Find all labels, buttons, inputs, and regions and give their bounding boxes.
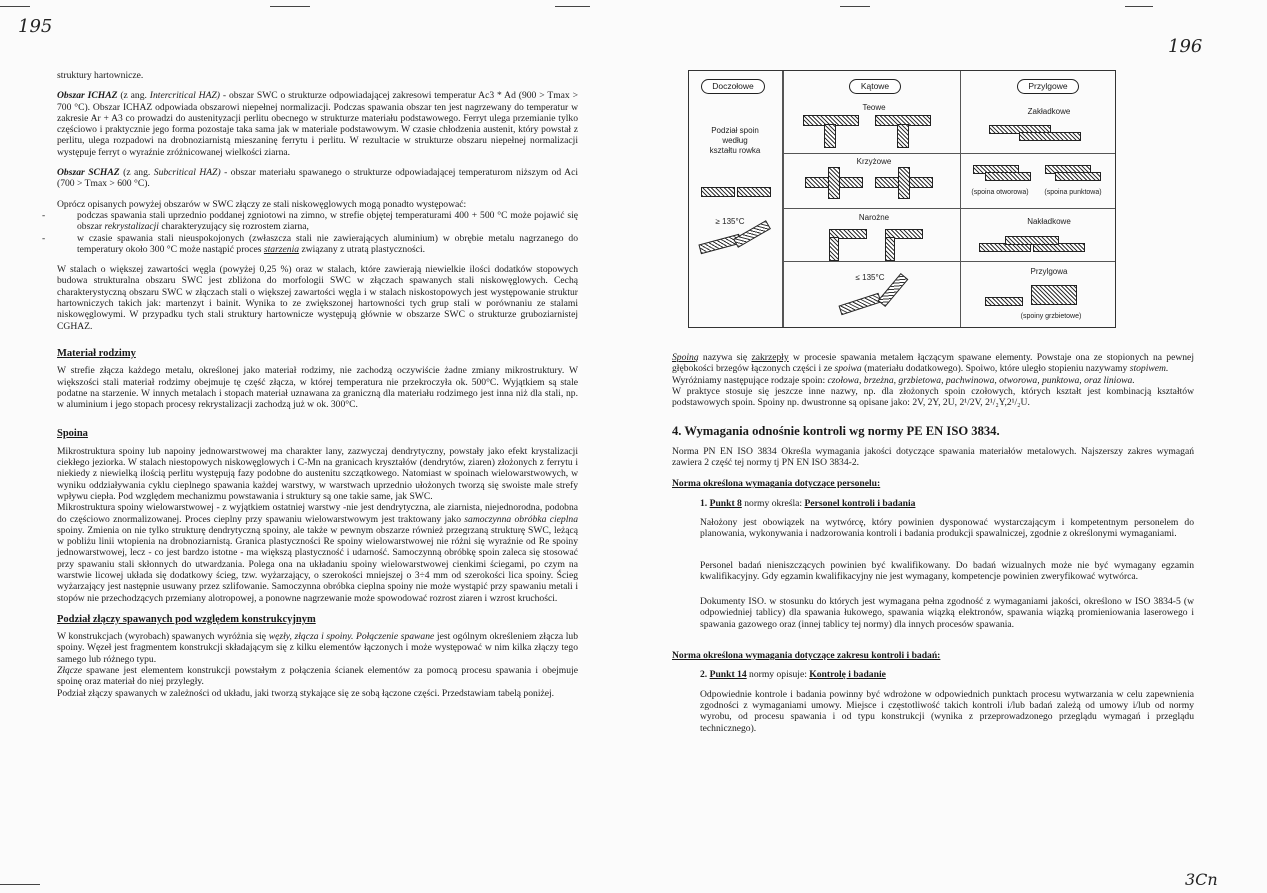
- weld-plate: [829, 237, 839, 261]
- scan-artifact: [270, 6, 310, 7]
- weld-plate: [885, 237, 895, 261]
- weld-plate: [1031, 285, 1077, 305]
- scan-artifact: [0, 884, 40, 885]
- list-item: - w czasie spawania stali nieuspokojonych (zwłaszcza stali nie zawierających aluminium) w obrębie metalu nagrzanego do temperatury około 300 °C może nastąpić proces starzenia związany z utratą plastyczności.: [42, 232, 578, 255]
- punkt-14-line: 2. Punkt 14 normy opisuje: Kontrolę i badanie: [700, 669, 886, 681]
- definition-paragraph: Spoiną nazywa się zakrzepły w procesie spawania metalem łączącym spawane elementy. Powstaje ona ze stopionych na pewnej głębokości brzegów łączonych części i ze spoiwa (materiału dodatkowego). Spoiwo, które uległo stopieniu nazywamy stopiwem.: [672, 352, 1194, 375]
- section-heading: Spoina: [57, 428, 88, 440]
- weld-plate: [828, 167, 840, 199]
- types-paragraph: Wyróżniamy następujące rodzaje spoin: czołowa, brzeżna, grzbietowa, pachwinowa, otworowa, punktowa, oraz liniowa.: [672, 374, 1135, 386]
- weld-plate: [897, 124, 909, 148]
- weld-plate: [737, 187, 771, 197]
- side-label: Podział spoin: [711, 126, 759, 135]
- header-przylgowe: Przylgowe: [1017, 79, 1079, 94]
- schaz-paragraph: Obszar SCHAZ (z ang. Subcritical HAZ) - obszar materiału spawanego o strukturze odpowiadającej temperaturom niższym od Aci (700 > Tmax > 600 °C).: [57, 167, 578, 190]
- weld-plate: [985, 297, 1023, 306]
- punkt-8-paragraph: Personel badań nieniszczących powinien być kwalifikowany. Do badań wizualnych może nie być wymagany egzamin kwalifikacyjny. Gdy egzamin kwalifikacyjny nie jest wymagany, kompetencje powinien zweryfikować wytwórca.: [700, 559, 1194, 582]
- page-number-left: 195: [18, 16, 53, 37]
- section-title: 4. Wymagania odnośnie kontroli wg normy PE EN ISO 3834.: [672, 424, 1000, 439]
- punkt-8-paragraph: Dokumenty ISO. w stosunku do których jest wymagana pełna zgodność z wymaganiami jakości, określono w ISO 3834-5 (w odpowiedniej tablicy) dla spawania łukowego, spawania wiązką elektronów, spawania wiązką promieniowania laserowego i spawania gazowego oraz (innej tablicy tej normy) dla innych procesów spawania.: [700, 596, 1194, 630]
- scan-artifact: [555, 6, 590, 7]
- weld-plate: [701, 187, 735, 197]
- header-katowe: Kątowe: [849, 79, 901, 94]
- punkt-14-paragraph: Odpowiednie kontrole i badania powinny być wdrożone w odpowiednich punktach procesu wytwarzania w celu zapewnienia zgodności z wymaganiami umowy. Miejsce i częstotliwość takich kontroli i/lub badań zależą od umowy i/lub od normy wyrobu, od procesu spawania i od typu konstrukcji (wynika z przeprowadzonego przeglądu wymagań i przeglądu technicznego).: [700, 688, 1194, 734]
- right-column: [672, 352, 1194, 734]
- intro-text: struktury hartownicze.: [57, 70, 144, 81]
- diagram-cell: [689, 71, 783, 327]
- podzial-paragraph: Złącze spawane jest elementem konstrukcji powstałym z połączenia ścianek elementów za pomocą procesu spawania i obejmuje spoinę oraz materiał do niej przyległy.: [57, 665, 578, 688]
- scan-artifact: [1125, 6, 1153, 7]
- joint-types-diagram: [688, 70, 1116, 328]
- zakres-heading: Norma określona wymagania dotyczące zakresu kontroli i badań:: [672, 650, 941, 662]
- weld-plate: [985, 172, 1031, 181]
- carbon-paragraph: W stalach o większej zawartości węgla (powyżej 0,25 %) oraz w stalach, które zawierają niewielkie ilości dodatków stopowych budowa strukturalna obszaru SWC jest zbliżona do morfologii SWC w złączach spawanych stali niskowęglowych. Cechą charakterystyczną obszaru SWC w złączach stali o większej zawartości węgla i w stalach niskostopowych jest występowanie struktur hartowniczych takich jak: martenzyt i bainit. Wynika to ze zwiększonej hartowności tych grup stali w porównaniu ze stalami niskowęglowymi. W przypadku tych stali struktury hartownicze występują głównie w obszarze SWC o strukturze gruboziarnistej CGHAZ.: [57, 264, 578, 332]
- label-angle-1: ≥ 135°C: [715, 217, 745, 226]
- label-naroze: Narożne: [858, 213, 890, 222]
- ichaz-paragraph: Obszar ICHAZ (z ang. Intercritical HAZ) - obszar SWC o strukturze odpowiadającej zakresowi temperatur Ac3 * Ad (900 > Tmax > 700 °C). Obszar ICHAZ odpowiada obszarowi niepełnej normalizacji. Podczas spawania obszar ten jest nagrzewany do temperatur w zakresie Ar + A3 co prowadzi do austenityzacji perlitu obecnego w strukturze materiału podstawowego. Ferryt ulega przemianie tylko częściowo i praktycznie jego forma pozostaje taka sama jak w materiale podstawowym. W czasie chłodzenia austenit, który powstał z perlitu, ulega rozpadowi na drobnoziarnistą mieszaninę ferrytu i perlitu. W rezultacie w strukturze obszaru niepełnej normalizacji występuje ferryt o wyraźnie zróżnicowanej wielkości ziarna.: [57, 90, 579, 158]
- label-punktowa: (spoina punktowa): [1044, 189, 1102, 196]
- section-heading: Materiał rodzimy: [57, 347, 136, 359]
- spoina-paragraph: Mikrostruktura spoiny lub napoiny jednowarstwowej ma charakter lany, zazwyczaj dendrytyczny, powstały jako efekt krystalizacji ciekłego jeziorka. W stalach niestopowych niskowęglowych i C-Mn na granicach kryształów (dendrytów, ziaren) złożonych z ferrytu i niekiedy z niewielką ilością perlitu występują fazy podobne do austenitu szczątkowego. Natomiast w spoinach wielowarstwowych, w wyniku oddziaływania cyklu cieplnego spawania każdej warstwy, w warstwach uprzednio ułożonych tworzą się swoiste male strefy wpływu ciepła. Pod względem mechanizmu powstawania i struktury są one takie same, jak SWC.: [57, 445, 578, 502]
- label-przylgowa: Przylgowa: [1030, 267, 1068, 276]
- weld-plate: [1019, 132, 1081, 141]
- page-number-bottom: 3Cn: [1185, 870, 1218, 889]
- side-label: według: [722, 136, 748, 145]
- norma-intro: Norma PN EN ISO 3834 Określa wymagania jakości dotyczące spawania materiałów metalowych. Najszerszy zakres wymagań zawiera 2 część tej normy tj PN EN ISO 3834-2.: [672, 445, 1194, 469]
- weld-plate: [898, 167, 910, 199]
- label-krzyzowe: Krzyżowe: [856, 157, 892, 166]
- side-label: kształtu rowka: [709, 146, 761, 155]
- weld-plate: [824, 124, 836, 148]
- practice-paragraph: W praktyce stosuje się jeszcze inne nazwy, np. dla złożonych spoin czołowych, których kształt jest kombinacją kształtów podstawowych spoin. Spoiny np. dwustronne są opisane jako: 2V, 2Y, 2U, 2¹/2V, 2¹/₂Y,2¹/₂U.: [672, 385, 1194, 409]
- header-doczolowe: Doczołowe: [701, 79, 765, 94]
- material-paragraph: W strefie złącza każdego metalu, określonej jako materiał rodzimy, nie zachodzą oczywiście żadne zmiany mikrostruktury. W większości stali materiał rodzimy obejmuje tę część złącza, w której temperatura nie przekroczyła ok. 500°C. Wyjątkiem są stale podatne na starzenie. W innych metalach i stopach materiał uznawana za graniczną dla materiału rodzimego jest inna niż dla stali, np. w aluminium i jego stopach procesy rekrystalizacji zachodzą już w ok. 300°C.: [57, 365, 578, 411]
- punkt-8-paragraph: Nałożony jest obowiązek na wytwórcę, który powinien dysponować wystarczającym i kompetentnym personelem do planowania, wykonywania i nadzorowania kontroli i badania produkcji spawalniczej, zgodnie z określonymi wymaganiami.: [700, 516, 1194, 540]
- label-zakladkowe: Zakładkowe: [1027, 107, 1071, 116]
- label-nakladkowe: Nakładkowe: [1027, 217, 1071, 226]
- punkt-8-line: 1. Punkt 8 normy określa: Personel kontroli i badania: [700, 497, 916, 509]
- label-otworowa: (spoina otworowa): [971, 189, 1029, 196]
- scan-artifact: [840, 6, 870, 7]
- podzial-paragraph: Podział złączy spawanych w zależności od układu, jaki tworzą stykające się ze sobą łączone części. Przedstawiam tabelą poniżej.: [57, 687, 555, 699]
- section-heading: Podział złączy spawanych pod względem konstrukcyjnym: [57, 613, 316, 625]
- list-item: - podczas spawania stali uprzednio poddanej zgniotowi na zimno, w strefie objętej temperaturami 400 + 500 °C może pojawić się obszar rekrystalizacji charakteryzujący się rozrostem ziarna,: [42, 209, 578, 233]
- weld-plate: [1055, 172, 1101, 181]
- page-number-right: 196: [1168, 36, 1203, 57]
- other-zones-intro: Oprócz opisanych powyżej obszarów w SWC złączy ze stali niskowęglowych mogą ponadto występować:: [57, 198, 467, 210]
- weld-plate: [1005, 236, 1059, 245]
- label-teowe: Teowe: [862, 103, 886, 112]
- scan-artifact: [0, 6, 30, 7]
- podzial-paragraph: W konstrukcjach (wyrobach) spawanych wyróżnia się węzły, złącza i spoiny. Połączenie spawane jest ogólnym określeniem złącza lub spoiny. Węzeł jest fragmentem konstrukcji składającym się z kilku elementów łączonych i może występować w nim kilka złączy tego samego lub różnego typu.: [57, 631, 579, 665]
- personel-heading: Norma określona wymagania dotyczące personelu:: [672, 478, 881, 490]
- left-column: [42, 70, 579, 699]
- label-grzbietowa: (spoiny grzbietowe): [1020, 313, 1082, 320]
- label-angle-2: ≤ 135°C: [855, 273, 885, 282]
- diagram-cell: [783, 261, 1115, 262]
- spoina-paragraph: Mikrostruktura spoiny wielowarstwowej - z wyjątkiem ostatniej warstwy -nie jest dendrytyczna, ale ziarnista, niejednorodna, podobna do częściowo znormalizowanej. Proces cieplny przy spawaniu wielowarstwowym jest traktowany jako samoczynna obróbka cieplna spoiny. Zmienia on nie tylko strukturę dendrytyczną spoiny, ale także w pewnym obszarze również przegrzaną strukturę SWC, leżącą w pobliżu linii wtopienia na drobnoziarnistą. Granica plastyczności Re spoiny wielowarstwowej nie różni się wyraźnie od Re spoiny jednowarstwowej, lecz - co jest bardzo istotne - ma większą plastyczność i udarność. Samoczynną obróbkę spoin zaleca się stosować przy spawaniu stali skłonnych do utwardzania. Polega ona na układaniu spoiny wielowarstwowej cienkimi ściegami, po czym na warstwie licowej układa się dodatkowy ścieg, tzw. wyżarzający, o szerokości mniejszej o 3÷4 mm od szerokości lica spoiny. Ścieg wyżarzający jest następnie usuwany przez szlifowanie. Samoczynna obróbka cieplna spoiny nie może wystąpić przy spawaniu metali i stopów nie przechodzących przemiany alotropowej, a ponowne nagrzewanie może spowodować rozrost ziaren i wzrost kruchości.: [57, 502, 578, 604]
